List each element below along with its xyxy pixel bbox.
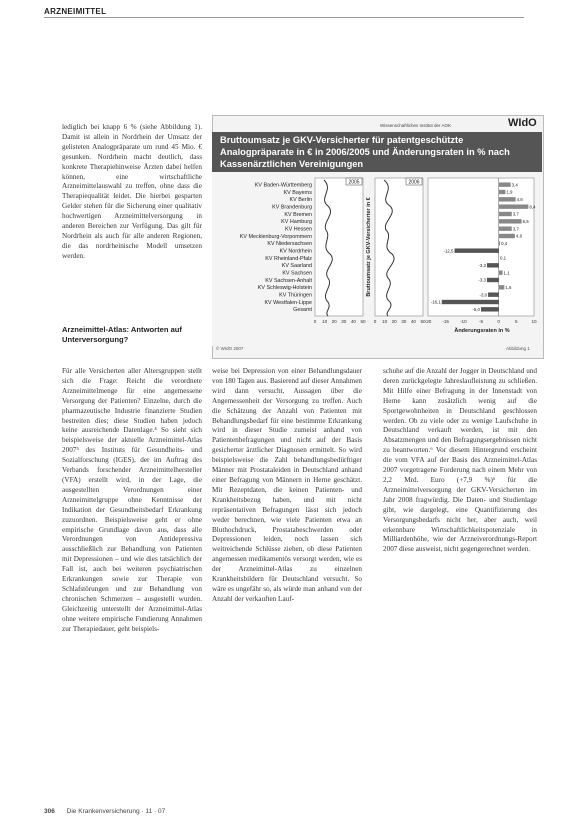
rate-value-label: -3,0 bbox=[479, 292, 488, 298]
year-label-2006: 2006 bbox=[408, 179, 420, 186]
pct-tick-label: -10 bbox=[460, 319, 467, 324]
rate-bar bbox=[488, 292, 499, 296]
chart-title: Bruttoumsatz je GKV-Versicherter für patentgeschützte Analogpräparate in € in 2006/2005 und Änderungsraten in % nach Kassenärztlichen Vereinigungen bbox=[220, 135, 510, 169]
pct-tick-label: 10 bbox=[531, 319, 537, 324]
rate-value-label: 0,1 bbox=[500, 255, 507, 261]
journal-name: Die Krankenversicherung · 11 · 07 bbox=[66, 808, 166, 815]
panel-2005 bbox=[315, 178, 363, 316]
pct-tick-label: 0 bbox=[497, 319, 500, 324]
column-3-text: schuhe auf die Anzahl der Jogger in Deutschland und deren zurückgelegte Jahreslaufleistung zu schließen. Mit Hilfe einer Befragung in der Innenstadt von Herne kann zusätzlich wenig auf die Sportgewohnheiten in Deutschland geschlossen werden. Ob zu viele oder zu wenige Laufschuhe in Deutschland verkauft werden, ist mit den Absatzmengen und den Befragungsergebnissen nicht zu beantworten.⁶ Vor diesem Hintergrund erscheint die vom VFA auf der Basis des Arzneimittel-Atlas 2007 vorgetragene Forderung nach einem Mehr von 2,2 Mrd. Euro (+7,9 %)⁶ für die Arzneimittelversorgung der GKV-Versicherten im Jahr 2008 fragwürdig. Die Daten- und Studienlage gibt, wie dargelegt, eine Quantifizierung des Versorgungsbedarfs nicht her, aber auch, weil erkennbare Wirtschaftlichkeitspotenziale in Milliardenhöhe, wie der Arzneiverordnungs-Report 2007 diese ausweist, nicht gegengerechnet werden. bbox=[383, 367, 537, 554]
chart-svg bbox=[212, 172, 542, 346]
section-heading: Arzneimittel-Atlas: Antworten auf Unterversorgung? bbox=[62, 325, 182, 344]
category-label: KV Rheinland-Pfalz bbox=[265, 255, 312, 262]
pct-tick-label: -5 bbox=[478, 319, 484, 324]
category-label: KV Mecklenburg-Vorpommern bbox=[239, 233, 312, 240]
euro-tick-label: 50 bbox=[420, 319, 426, 324]
category-label: KV Hessen bbox=[285, 226, 312, 233]
page-number: 306 bbox=[44, 808, 55, 815]
bottom-axis-label: Änderungsraten in % bbox=[454, 328, 510, 334]
rate-value-label: 1,6 bbox=[505, 284, 512, 290]
rate-value-label: -5,0 bbox=[472, 306, 480, 312]
category-label: KV Schleswig-Holstein bbox=[257, 285, 312, 292]
category-label: KV Bayerns bbox=[283, 189, 312, 196]
rate-bar bbox=[499, 226, 512, 230]
rate-value-label: 3,4 bbox=[511, 182, 518, 188]
rate-bar bbox=[499, 190, 506, 194]
category-label: KV Berlin bbox=[289, 197, 312, 204]
category-label: KV Niedersachsen bbox=[267, 241, 312, 248]
year-label-2005: 2005 bbox=[348, 179, 360, 186]
rate-value-label: 3,7 bbox=[512, 226, 519, 232]
column-2-text: weise bei Depression von einer Behandlungsdauer von 180 Tagen aus. Basierend auf dieser Annahmen wird dann versucht, Aussagen über die Angemessenheit der Versorgung zu treffen. Auch die Schätzung der Anzahl von Patienten mit Behandlungsbedarf für eine bestimmte Erkrankung wird in dieser Studie zumeist anhand von Patientenbefragungen und nicht auf der Basis gesicherter ärztlicher Diagnosen ermittelt. So wird beispielsweise die Zahl behandlungsbedürftiger Männer mit Prostataleiden in Deutschland anhand einer Befragung von Männern in Herne geschätzt. Mit Rezeptdaten, die keinen Patienten- und Krankheitsbezug haben, und mit nicht repräsentativen Befragungen lässt sich jedoch weder berechnen, wie viele Patienten etwa an Bluthochdruck, Prostatabeschwerden oder Depressionen leiden, noch lassen sich weitreichende Schlüsse ziehen, ob diese Patienten angemessen medikamentös versorgt werden, wie es der Arzneimittel-Atlas zu einzelnen Krankheitsbildern für Deutschland versucht. So wäre es ungefähr so, als würde man anhand von der Anzahl der verkauften Lauf- bbox=[212, 367, 362, 603]
rate-value-label: 3,7 bbox=[512, 211, 519, 217]
rate-bar bbox=[499, 204, 529, 208]
section-label: ARZNEIMITTEL bbox=[44, 7, 107, 16]
rate-bar bbox=[499, 234, 515, 238]
category-label: KV Thüringen bbox=[279, 292, 312, 299]
euro-tick-label: 40 bbox=[350, 319, 356, 324]
rate-bar bbox=[455, 248, 499, 252]
rate-bar bbox=[499, 182, 511, 186]
rate-value-label: 4,8 bbox=[516, 196, 523, 202]
category-label: KV Saarland bbox=[281, 263, 312, 270]
wido-logo: WIdO bbox=[508, 117, 537, 129]
rate-bar bbox=[499, 197, 516, 201]
category-label: KV Sachsen-Anhalt bbox=[265, 277, 312, 284]
rate-bar bbox=[487, 278, 499, 282]
rate-bar bbox=[442, 300, 499, 304]
euro-tick-label: 0 bbox=[313, 319, 317, 324]
pct-tick-label: 5 bbox=[515, 319, 518, 324]
rate-bar bbox=[499, 270, 503, 274]
rate-bar bbox=[499, 219, 522, 223]
euro-tick-label: 40 bbox=[410, 319, 416, 324]
intro-paragraph: lediglich bei knapp 6 % (siehe Abbildung 1). Damit ist allein in Nordrhein der Umsatz der gelisteten Analogpräparate um rund 45 Mio. € gesunken. Nordrhein macht deutlich, dass konkrete Therapiehinweise Ärzten dabei helfen können, eine wirtschaftliche Arzneimittelauswahl zu treffen, ohne dass die Therapiequalität leidet. Die hierbei gesparten Gelder stehen für die Sicherung einer qualitativ hochwertigen Arzneimittelversorgung in anderen Bereichen zur Verfügung. Das gilt für Nordrhein als auch für alle anderen Regionen, die das nordrheinische Modell umsetzen werden. bbox=[62, 123, 202, 260]
chart-publisher: Wissenschaftliches Institut der AOK bbox=[380, 123, 452, 128]
pct-tick-label: -15 bbox=[442, 319, 449, 324]
category-label: KV Baden-Württemberg bbox=[254, 182, 312, 189]
rate-value-label: 1,1 bbox=[503, 270, 510, 276]
category-label: KV Brandenburg bbox=[272, 204, 312, 211]
rate-bar bbox=[499, 241, 500, 245]
category-label: KV Westfalen-Lippe bbox=[264, 299, 312, 306]
euro-tick-label: 30 bbox=[401, 319, 407, 324]
euro-tick-label: 20 bbox=[391, 319, 397, 324]
rate-bar bbox=[487, 263, 499, 267]
euro-tick-label: 50 bbox=[360, 319, 366, 324]
category-label: KV Bremen bbox=[284, 211, 312, 218]
euro-tick-label: 10 bbox=[382, 319, 388, 324]
rate-bar bbox=[499, 212, 512, 216]
category-label: KV Sachsen bbox=[282, 270, 312, 277]
header-rule bbox=[44, 17, 524, 18]
page-footer bbox=[44, 808, 165, 815]
rate-value-label: 0,4 bbox=[501, 240, 508, 246]
category-label: Gesamt bbox=[293, 307, 312, 314]
rate-bar bbox=[499, 285, 505, 289]
category-label: KV Nordrhein bbox=[279, 248, 312, 255]
euro-tick-label: 20 bbox=[331, 319, 337, 324]
rate-value-label: 1,9 bbox=[506, 189, 513, 195]
column-1-text: Für alle Versicherten aller Altersgruppen stellt sich die Frage: Reicht die verordnete Arzneimittelmenge für eine angemessene Versorgung der Patienten? Einzelne, durch die pharmazeutische Industrie finanzierte Studien bestreiten dies; diese Studien haben jedoch keine ausreichende Datenlage.⁴ So sieht sich beispielsweise der aktuelle Arzneimittel-Atlas 2007⁵ des Instituts für Gesundheits- und Sozialforschung (IGES), der im Auftrag des Verbands forschender Arzneimittelhersteller (VFA) erstellt wird, in der Lage, die ausgestellten Verordnungen einer Arzneimittelgruppe ohne Kenntnisse der Indikation der Gesundheitsbedarf Erkrankung zuzuordnen. Beispielsweise geht er ohne empirische Grundlage davon aus, dass alle Verordnungen von Antidepressiva ausschließlich zur Behandlung von Patienten mit Depressionen – und wie dies tatsächlich der Fall ist, auch bei weiteren psychiatrischen Erkrankungen sowie zur Therapie von Schlafstörungen und zur Behandlung von chronischen Schmerzen – ausgestellt wurden. Gleichzeitig unterstellt der Arzneimittel-Atlas ohne weitere empirische Fundierung Annahmen zur Therapiedauer, geht beispiels- bbox=[62, 367, 202, 633]
category-label: KV Hamburg bbox=[281, 219, 312, 226]
pct-tick-label: -20 bbox=[424, 319, 432, 324]
rate-value-label: 6,5 bbox=[522, 218, 529, 224]
rate-value-label: 8,4 bbox=[529, 204, 536, 210]
chart-copyright: © WIdO 2007 bbox=[216, 346, 244, 351]
euro-tick-label: 0 bbox=[373, 319, 377, 324]
euro-tick-label: 30 bbox=[341, 319, 347, 324]
panel-2006 bbox=[375, 178, 423, 316]
figure-number: Abbildung 1 bbox=[506, 346, 530, 351]
rate-value-label: -16,1 bbox=[430, 299, 441, 305]
rate-value-label: -3,3 bbox=[478, 277, 487, 283]
rate-value-label: -12,5 bbox=[443, 248, 454, 254]
euro-tick-label: 10 bbox=[322, 319, 328, 324]
center-axis-label: Bruttoumsatz je GKV-Versicherter in € bbox=[366, 197, 372, 297]
rate-value-label: -3,3 bbox=[478, 262, 487, 268]
rate-value-label: 4,6 bbox=[515, 233, 523, 239]
rate-bar bbox=[481, 307, 499, 311]
